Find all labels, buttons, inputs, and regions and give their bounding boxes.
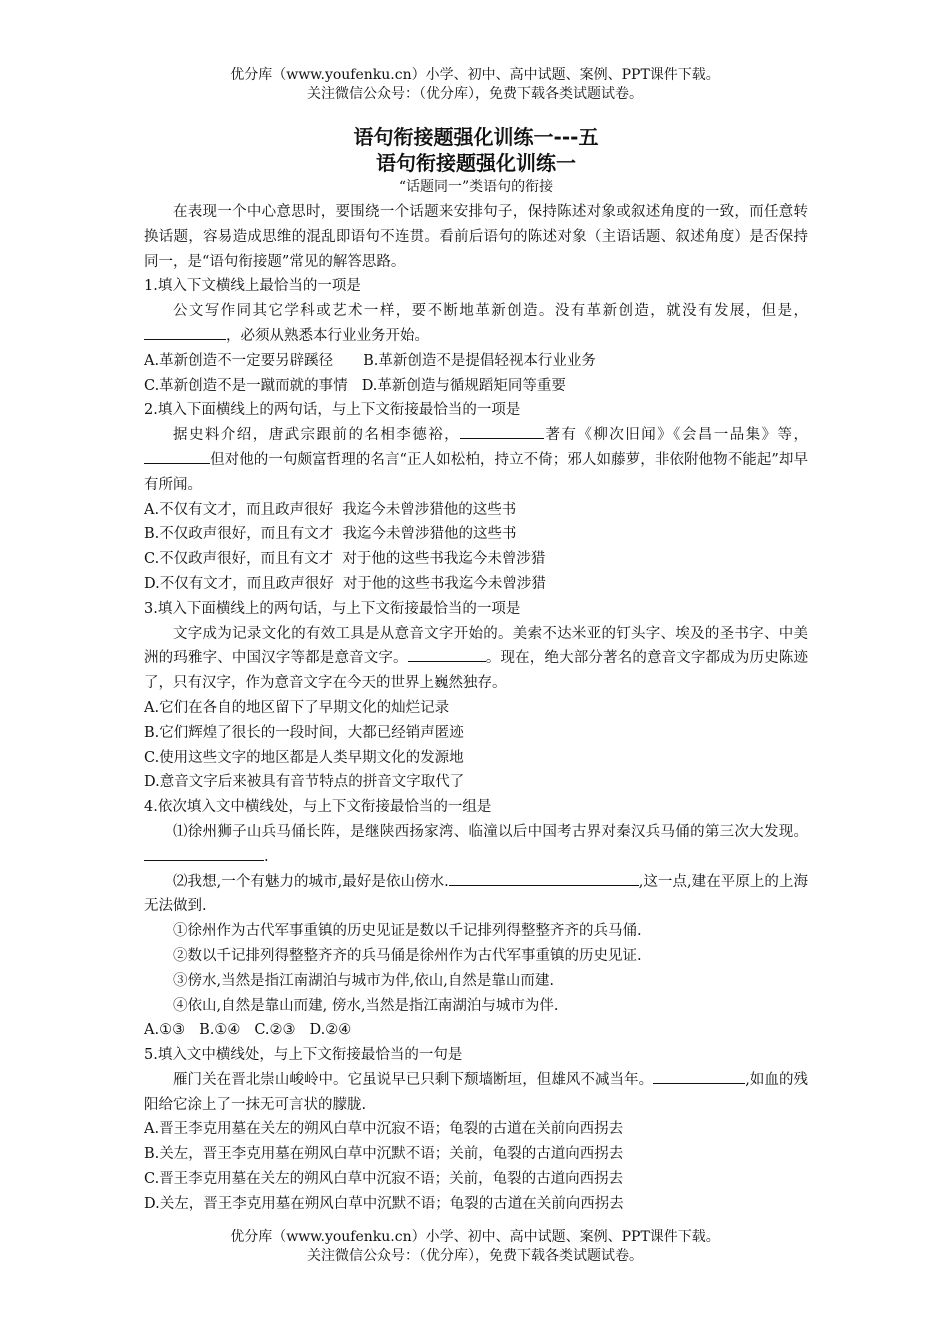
q1-stem: 1.填入下文横线上最恰当的一项是 <box>144 278 361 295</box>
q3-blank <box>408 647 486 662</box>
q4-blank-1 <box>144 846 264 861</box>
q4-options <box>144 1018 808 1043</box>
q2-text <box>144 423 808 497</box>
q5-option-d: D.关左，晋王李克用墓在朔风白草中沉默不语；龟裂的古道在关前向西拐去 <box>144 1195 624 1212</box>
q1-option-a: A.革新创造不一定要另辟蹊径 <box>144 352 334 369</box>
header-line-1: 优分库（www.youfenku.cn）小学、初中、高中试题、案例、PPT课件下载。 <box>230 67 720 83</box>
q2-text-b: 著有《柳次旧闻》《会昌一品集》等， <box>544 427 809 444</box>
q1-blank <box>144 325 226 340</box>
q4-choice-4: ④依山,自然是靠山而建, 傍水,当然是指江南湖泊与城市为伴. <box>173 997 559 1014</box>
q5-blank <box>653 1069 719 1084</box>
q4-choice-2: ②数以千记排列得整整齐齐的兵马俑是徐州作为古代军事重镇的历史见证. <box>173 947 642 964</box>
q1-options-row-1 <box>144 349 808 374</box>
q3-stem: 3.填入下面横线上的两句话，与上下文衔接最恰当的一项是 <box>144 600 521 617</box>
intro-paragraph: 在表现一个中心意思时，要围绕一个话题来安排句子，保持陈述对象或叙述角度的一致，而任意转换话题，容易造成思维的混乱即语句不连贯。看前后语句的陈述对象（主语话题、叙述角度）是否保持同一，是“语句衔接题”常见的解答思路。 <box>144 204 808 270</box>
q1-option-b: B.革新创造不是提倡轻视本行业业务 <box>363 352 596 369</box>
q4-option-c: C.②③ <box>254 1022 296 1039</box>
q1-options-row-2 <box>144 374 808 399</box>
document-subtitle-title: 语句衔接题强化训练一 <box>376 151 576 175</box>
q5-text-a: 雁门关在晋北崇山峻岭中。它虽说早已只剩下颓墙断垣，但雄风不减当年。 <box>173 1071 654 1088</box>
q5-option-b: B.关左，晋王李克用墓在朔风白草中沉默不语；关前，龟裂的古道向西拐去 <box>144 1146 624 1163</box>
q3-text <box>144 622 808 696</box>
header-line-2: 关注微信公众号：（优分库），免费下载各类试题试卷。 <box>307 86 643 102</box>
footer-line-1: 优分库（www.youfenku.cn）小学、初中、高中试题、案例、PPT课件下载。 <box>230 1229 720 1245</box>
page-header <box>0 66 950 104</box>
q1-text-a: 公文写作同其它学科或艺术一样，要不断地革新创造。没有革新创造，就没有发展，但是， <box>173 303 808 320</box>
section-subtitle: “话题同一”类语句的衔接 <box>398 179 554 195</box>
q3-option-b: B.它们辉煌了很长的一段时间，大都已经销声匿迹 <box>144 724 464 741</box>
q5-text <box>144 1068 808 1118</box>
q2-option-d: D.不仅有文才，而且政声很好 对于他的这些书我迄今未曾涉猎 <box>144 575 546 592</box>
q4-sentence-2 <box>144 870 808 920</box>
q4-sentence-1 <box>144 820 808 870</box>
q3-option-a: A.它们在各自的地区留下了早期文化的灿烂记录 <box>144 699 450 716</box>
q2-option-c: C.不仅政声很好，而且有文才 对于他的这些书我迄今未曾涉猎 <box>144 551 546 568</box>
q5-text-b: ,如血的残阳给它涂上了一抹无可言状的朦胧. <box>144 1071 809 1113</box>
q3-option-c: C.使用这些文字的地区都是人类早期文化的发源地 <box>144 749 464 766</box>
q4-stem: 4.依次填入文中横线处，与上下文衔接最恰当的一组是 <box>144 799 492 816</box>
q2-text-c: 但对他的一句颇富哲理的名言“正人如松柏，持立不倚；邪人如藤萝，非依附他物不能起”却早有所闻。 <box>144 451 808 493</box>
q1-text-b: ，必须从熟悉本行业业务开始。 <box>226 327 429 344</box>
q4-choice-1: ①徐州作为古代军事重镇的历史见证是数以千记排列得整整齐齐的兵马俑. <box>173 923 642 940</box>
document-title: 语句衔接题强化训练一---五 <box>353 125 599 149</box>
q4-s2-end: ,这一点,建在平原上的上海无法做到. <box>144 873 808 915</box>
q3-option-d: D.意音文字后来被具有音节特点的拼音文字取代了 <box>144 774 465 791</box>
q2-text-a: 据史料介绍，唐武宗跟前的名相李德裕， <box>173 427 461 444</box>
q4-option-b: B.①④ <box>199 1022 241 1039</box>
q3-text-b: 。现在，绝大部分著名的意音文字都成为历史陈迹了，只有汉字，作为意音文字在今天的世界上巍然独存。 <box>144 650 809 692</box>
footer-line-2: 关注微信公众号：（优分库），免费下载各类试题试卷。 <box>307 1248 643 1264</box>
q5-option-c: C.晋王李克用墓在关左的朔风白草中沉寂不语；关前，龟裂的古道向西拐去 <box>144 1171 624 1188</box>
q5-stem: 5.填入文中横线处，与上下文衔接最恰当的一句是 <box>144 1047 463 1064</box>
q2-stem: 2.填入下面横线上的两句话，与上下文衔接最恰当的一项是 <box>144 402 521 419</box>
q2-option-a: A.不仅有文才，而且政声很好 我迄今未曾涉猎他的这些书 <box>144 501 517 518</box>
q1-option-c: C.革新创造不是一蹴而就的事情 <box>144 377 348 394</box>
q3-text-a: 文字成为记录文化的有效工具是从意音文字开始的。美索不达米亚的钉头字、埃及的圣书字、中美洲的玛雅字、中国汉字等都是意音文字。 <box>144 625 808 667</box>
page-footer <box>0 1228 950 1266</box>
q4-option-a: A.①③ <box>144 1022 186 1039</box>
q4-s1-text: ⑴徐州狮子山兵马俑长阵，是继陕西扬家湾、临潼以后中国考古界对秦汉兵马俑的第三次大发现。 <box>173 823 808 840</box>
q4-s1-end: . <box>264 848 269 865</box>
q2-blank-1 <box>460 424 544 439</box>
q2-option-b: B.不仅政声很好，而且有文才 我迄今未曾涉猎他的这些书 <box>144 526 517 543</box>
q4-blank-2 <box>449 871 639 886</box>
q4-option-d: D.②④ <box>309 1022 352 1039</box>
q1-text <box>144 299 808 349</box>
q2-blank-2 <box>144 449 210 464</box>
q4-choice-3: ③傍水,当然是指江南湖泊与城市为伴,依山,自然是靠山而建. <box>173 972 554 989</box>
document-body <box>144 124 808 1217</box>
q4-s2-text: ⑵我想,一个有魅力的城市,最好是依山傍水. <box>173 873 449 890</box>
q5-blank-continued <box>719 1069 745 1084</box>
q1-option-d: D.革新创造与循规蹈矩同等重要 <box>361 377 566 394</box>
q5-option-a: A.晋王李克用墓在关左的朔风白草中沉寂不语；龟裂的古道在关前向西拐去 <box>144 1121 624 1138</box>
